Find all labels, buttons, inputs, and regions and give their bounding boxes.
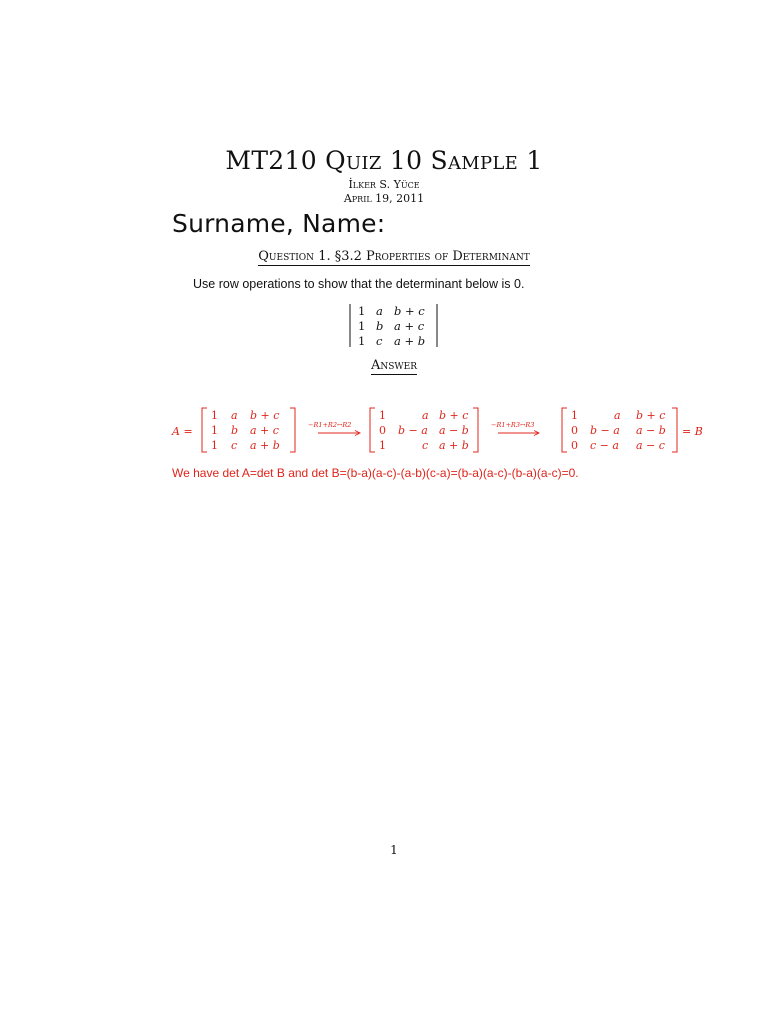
matrix-a-left-bracket (202, 408, 207, 452)
matrix-b-cell: b + c (636, 409, 666, 422)
matrix-a-cell: 1 (211, 439, 218, 452)
matrix-step1-right-bracket (473, 408, 478, 452)
matrix-step1-cell: 1 (379, 409, 386, 422)
det-cell: a + b (394, 334, 426, 348)
question-heading-text: Question 1. §3.2 Properties of Determinant (258, 249, 530, 264)
matrix-step1-cell: b + c (439, 409, 469, 422)
step2-operation-label: −R1+R3↔R3 (491, 421, 535, 429)
matrix-a-cell: a + c (250, 424, 279, 437)
matrix-b-cell: 1 (571, 409, 578, 422)
question-instruction: Use row operations to show that the determinant below is 0. (193, 277, 525, 291)
surname-name-label: Surname, Name: (172, 209, 386, 238)
answer-heading-text: Answer (370, 358, 418, 373)
matrix-b-right-bracket (672, 408, 677, 452)
matrix-a-cell: b + c (250, 409, 280, 422)
det-cell: c (376, 334, 383, 348)
det-cell: 1 (358, 304, 366, 318)
answer-heading (0, 358, 768, 373)
matrix-a-cell: 1 (211, 424, 218, 437)
matrix-a-label: A = (172, 425, 193, 438)
det-cell: b (376, 319, 384, 333)
matrix-b-cell: c − a (590, 439, 619, 452)
matrix-b-label: = B (682, 425, 703, 438)
matrix-step1-cell: b − a (398, 424, 428, 437)
page-number: 1 (390, 843, 398, 857)
matrix-a-cell: a + b (250, 439, 280, 452)
matrix-step1-cell: 0 (379, 424, 386, 437)
matrix-step1-cell: a (422, 409, 429, 422)
matrix-a-right-bracket (290, 408, 295, 452)
matrix-a-cell: c (231, 439, 238, 452)
matrix-step1-cell: a + b (439, 439, 469, 452)
question-heading (0, 249, 768, 264)
document-date: April 19, 2011 (343, 192, 425, 205)
matrix-a-cell: a (231, 409, 238, 422)
det-cell: 1 (358, 319, 366, 333)
matrix-step1-cell: 1 (379, 439, 386, 452)
det-cell: 1 (358, 334, 366, 348)
answer-conclusion: We have det A=det B and det B=(b-a)(a-c)-(a-b)(c-a)=(b-a)(a-c)-(b-a)(a-c)=0. (172, 466, 579, 480)
det-cell: b + c (394, 304, 425, 318)
matrix-b-cell: 0 (571, 424, 578, 437)
matrix-a-cell: b (231, 424, 239, 437)
step1-operation-label: −R1+R2↔R2 (308, 421, 352, 429)
matrix-step1-cell: a − b (439, 424, 469, 437)
matrix-b-left-bracket (562, 408, 567, 452)
matrix-step1-left-bracket (370, 408, 375, 452)
matrix-b-cell: a − c (636, 439, 665, 452)
matrix-a-cell: 1 (211, 409, 218, 422)
matrix-step1-cell: c (422, 439, 429, 452)
document-title: MT210 Quiz 10 Sample 1 (225, 146, 543, 175)
matrix-b-cell: a (614, 409, 621, 422)
matrix-b-cell: b − a (590, 424, 620, 437)
row-reduction-work (168, 405, 728, 455)
matrix-b-cell: a − b (636, 424, 666, 437)
det-cell: a + c (394, 319, 425, 333)
matrix-b-cell: 0 (571, 439, 578, 452)
det-cell: a (376, 304, 383, 318)
author-name: İlker S. Yüce (348, 178, 420, 191)
question-determinant (348, 302, 444, 350)
